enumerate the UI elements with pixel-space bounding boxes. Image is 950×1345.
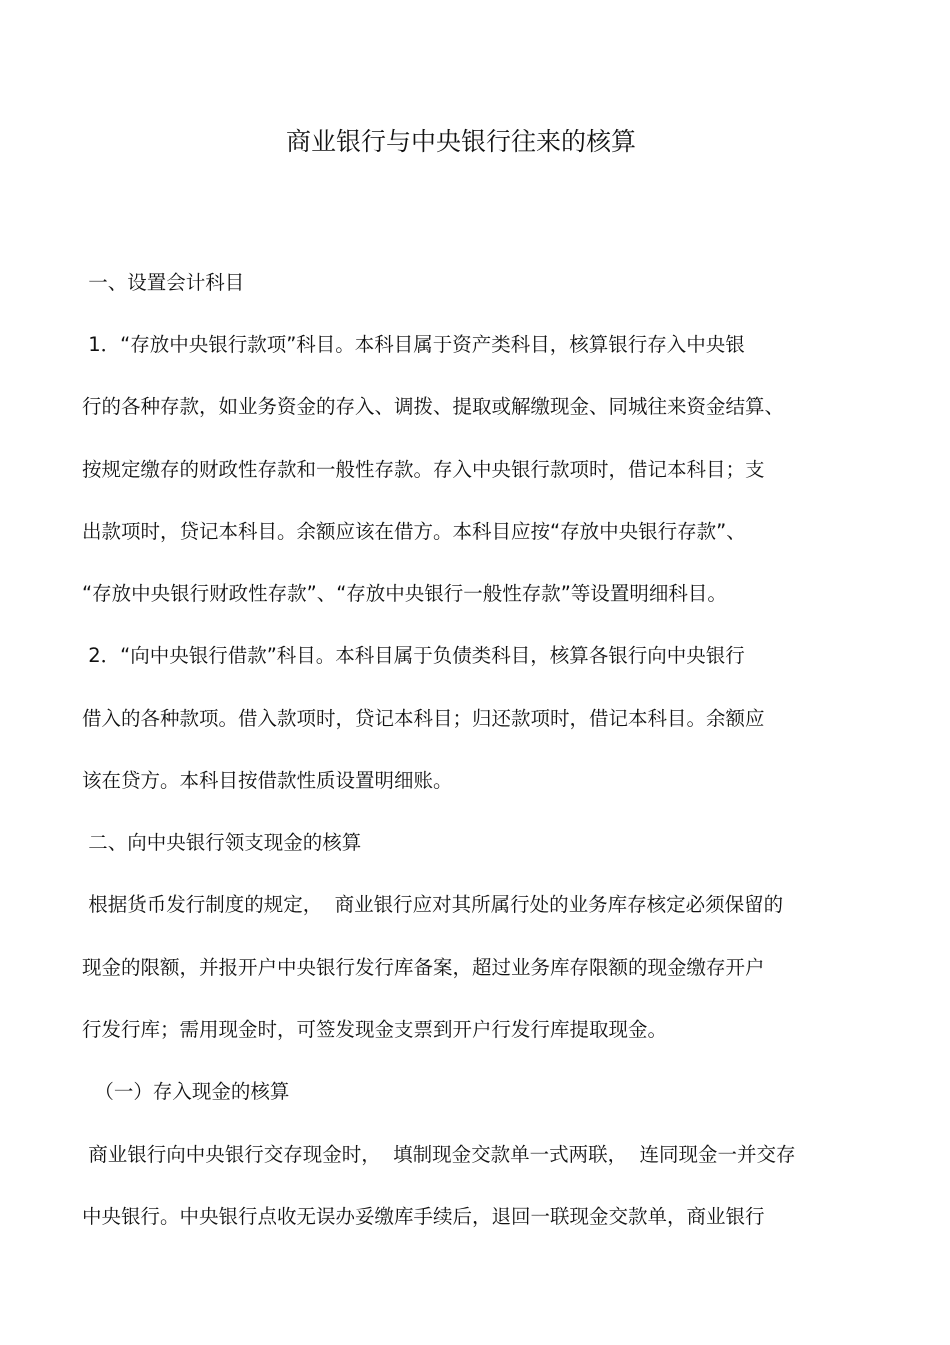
- paragraph-line: 按规定缴存的财政性存款和一般性存款。存入中央银行款项时，借记本科目；支: [82, 458, 765, 481]
- document-title: 商业银行与中央银行往来的核算: [285, 127, 636, 156]
- paragraph-line: 根据货币发行制度的规定， 商业银行应对其所属行处的业务库存核定必须保留的: [82, 893, 784, 916]
- paragraph-line: 商业银行向中央银行交存现金时， 填制现金交款单一式两联， 连同现金一并交存: [82, 1143, 796, 1166]
- paragraph-line: 借入的各种款项。借入款项时，贷记本科目；归还款项时，借记本科目。余额应: [82, 707, 765, 730]
- paragraph-line: 出款项时，贷记本科目。余额应该在借方。本科目应按“存放中央银行存款”、: [82, 520, 746, 543]
- paragraph-line: 2．“向中央银行借款”科目。本科目属于负债类科目，核算各银行向中央银行: [82, 644, 745, 667]
- subsection-heading: （一）存入现金的核算: [82, 1080, 290, 1103]
- paragraph-line: 中央银行。中央银行点收无误办妥缴库手续后，退回一联现金交款单，商业银行: [82, 1205, 765, 1228]
- paragraph-line: 行的各种存款，如业务资金的存入、调拨、提取或解缴现金、同城往来资金结算、: [82, 395, 785, 418]
- section-heading-1: 一、设置会计科目: [82, 271, 245, 294]
- paragraph-line: 该在贷方。本科目按借款性质设置明细账。: [82, 769, 453, 792]
- paragraph-line: “存放中央银行财政性存款”、“存放中央银行一般性存款”等设置明细科目。: [82, 582, 727, 605]
- paragraph-line: 行发行库；需用现金时，可签发现金支票到开户行发行库提取现金。: [82, 1018, 668, 1041]
- section-heading-2: 二、向中央银行领支现金的核算: [82, 831, 362, 854]
- paragraph-line: 1．“存放中央银行款项”科目。本科目属于资产类科目，核算银行存入中央银: [82, 333, 745, 356]
- paragraph-line: 现金的限额，并报开户中央银行发行库备案，超过业务库存限额的现金缴存开户: [82, 956, 765, 979]
